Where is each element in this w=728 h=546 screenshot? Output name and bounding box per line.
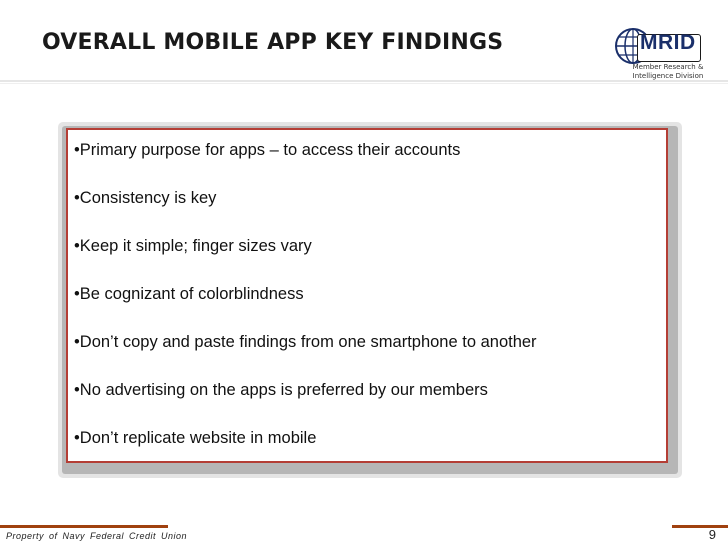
header-divider-shadow [0, 83, 728, 84]
logo-text: MRID [640, 31, 696, 54]
findings-list [74, 136, 537, 472]
footer-text: Property of Navy Federal Credit Union [6, 531, 188, 541]
page-number: 9 [708, 527, 716, 542]
footer-accent-bar [0, 525, 168, 528]
header-divider [0, 80, 728, 82]
finding-item: •Keep it simple; finger sizes vary [74, 237, 312, 255]
finding-item: •Don’t copy and paste findings from one smartphone to another [74, 333, 537, 351]
finding-item: •Consistency is key [74, 189, 217, 207]
finding-item: •Don’t replicate website in mobile [74, 429, 317, 447]
findings-box [66, 128, 668, 463]
slide-title: OVERALL MOBILE APP KEY FINDINGS [42, 30, 504, 55]
logo-subtitle: Member Research & Intelligence Division [632, 63, 704, 80]
mrid-logo [606, 22, 718, 78]
finding-item: •Primary purpose for apps – to access their accounts [74, 141, 461, 159]
finding-item: •Be cognizant of colorblindness [74, 285, 304, 303]
finding-item: •No advertising on the apps is preferred by our members [74, 381, 488, 399]
